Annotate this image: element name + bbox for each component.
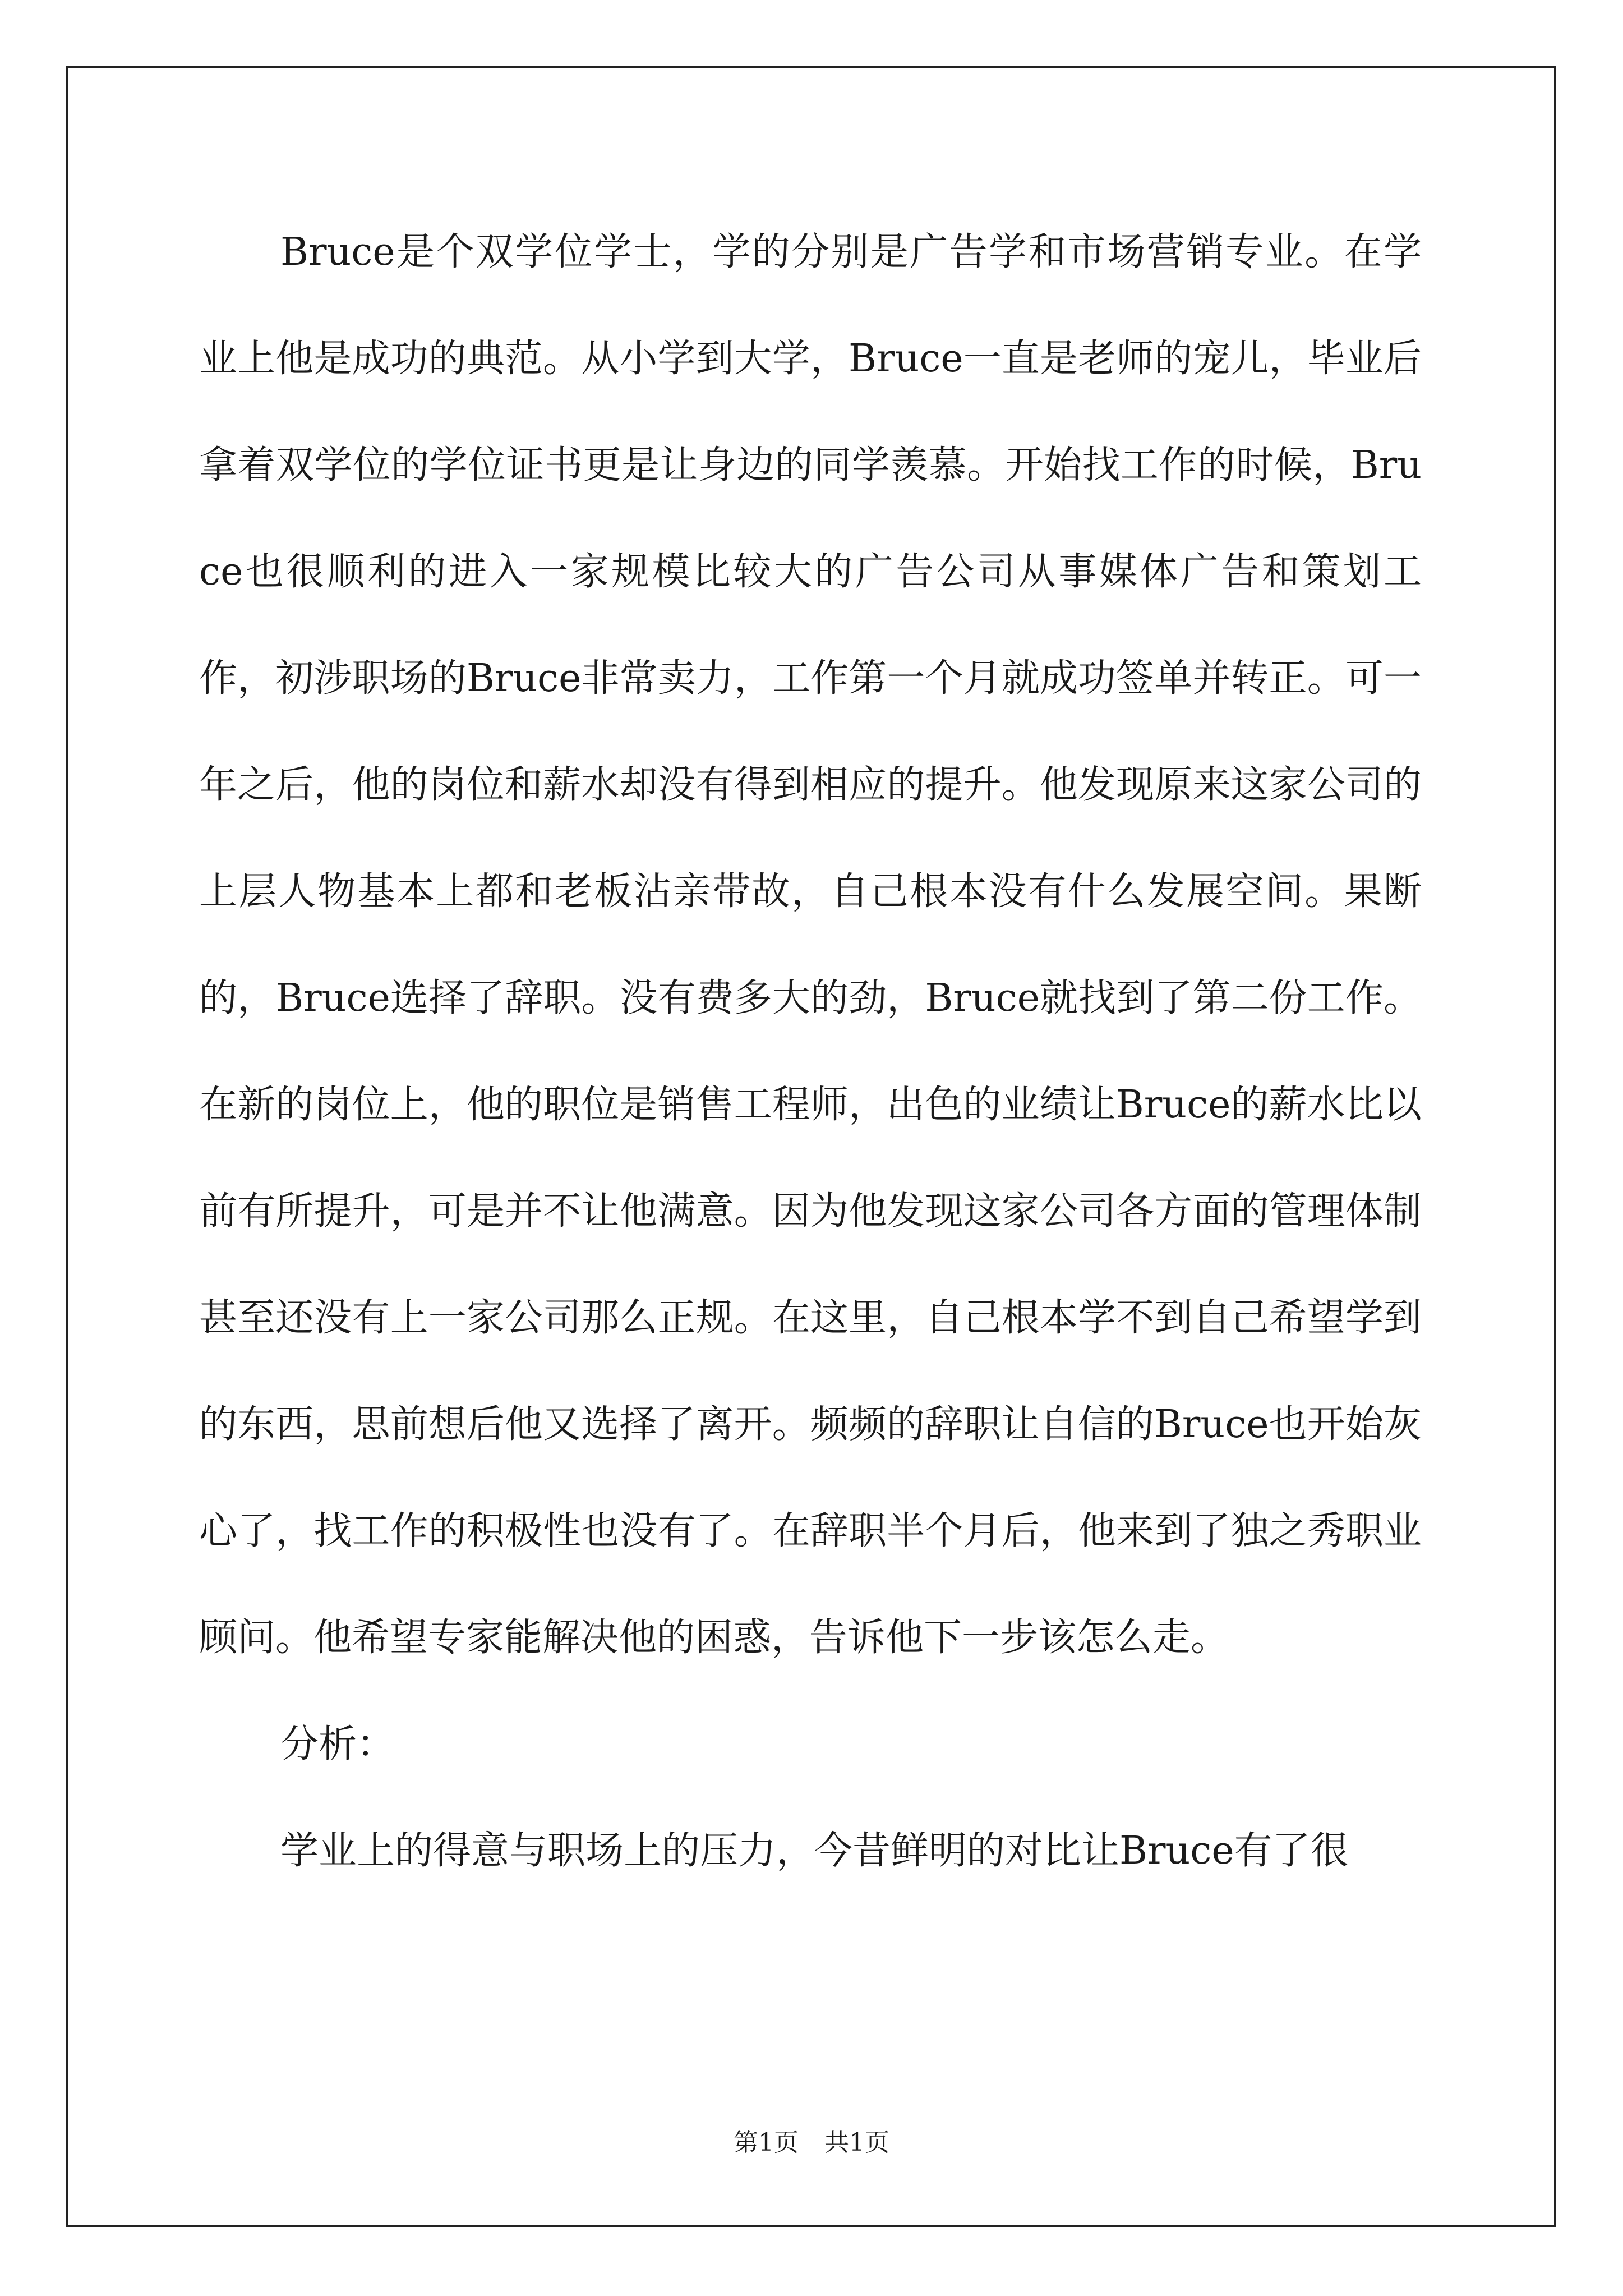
page-number-current: 第1页 bbox=[734, 2128, 799, 2157]
page-footer bbox=[0, 2126, 1623, 2160]
page-number-total: 共1页 bbox=[824, 2128, 889, 2157]
paragraph-analysis-heading: 分析： bbox=[280, 1722, 395, 1766]
document-body bbox=[199, 199, 1422, 1904]
paragraph-story: Bruce是个双学位学士，学的分别是广告学和市场营销专业。在学业上他是成功的典范。从小学到大学，Bruce一直是老师的宠儿，毕业后拿着双学位的学位证书更是让身边的同学羡慕。开始找工作的时候，Bruce也很顺利的进入一家规模比较大的广告公司从事媒体广告和策划工作，初涉职场的Bruce非常卖力，工作第一个月就成功签单并转正。可一年之后，他的岗位和薪水却没有得到相应的提升。他发现原来这家公司的上层人物基本上都和老板沾亲带故，自己根本没有什么发展空间。果断的，Bruce选择了辞职。没有费多大的劲，Bruce就找到了第二份工作。在新的岗位上，他的职位是销售工程师，出色的业绩让Bruce的薪水比以前有所提升，可是并不让他满意。因为他发现这家公司各方面的管理体制甚至还没有上一家公司那么正规。在这里，自己根本学不到自己希望学到的东西，思前想后他又选择了离开。频频的辞职让自信的Bruce也开始灰心了，找工作的积极性也没有了。在辞职半个月后，他来到了独之秀职业顾问。他希望专家能解决他的困惑，告诉他下一步该怎么走。 bbox=[199, 230, 1422, 1660]
paragraph-analysis: 学业上的得意与职场上的压力，今昔鲜明的对比让Bruce有了很 bbox=[280, 1829, 1349, 1873]
